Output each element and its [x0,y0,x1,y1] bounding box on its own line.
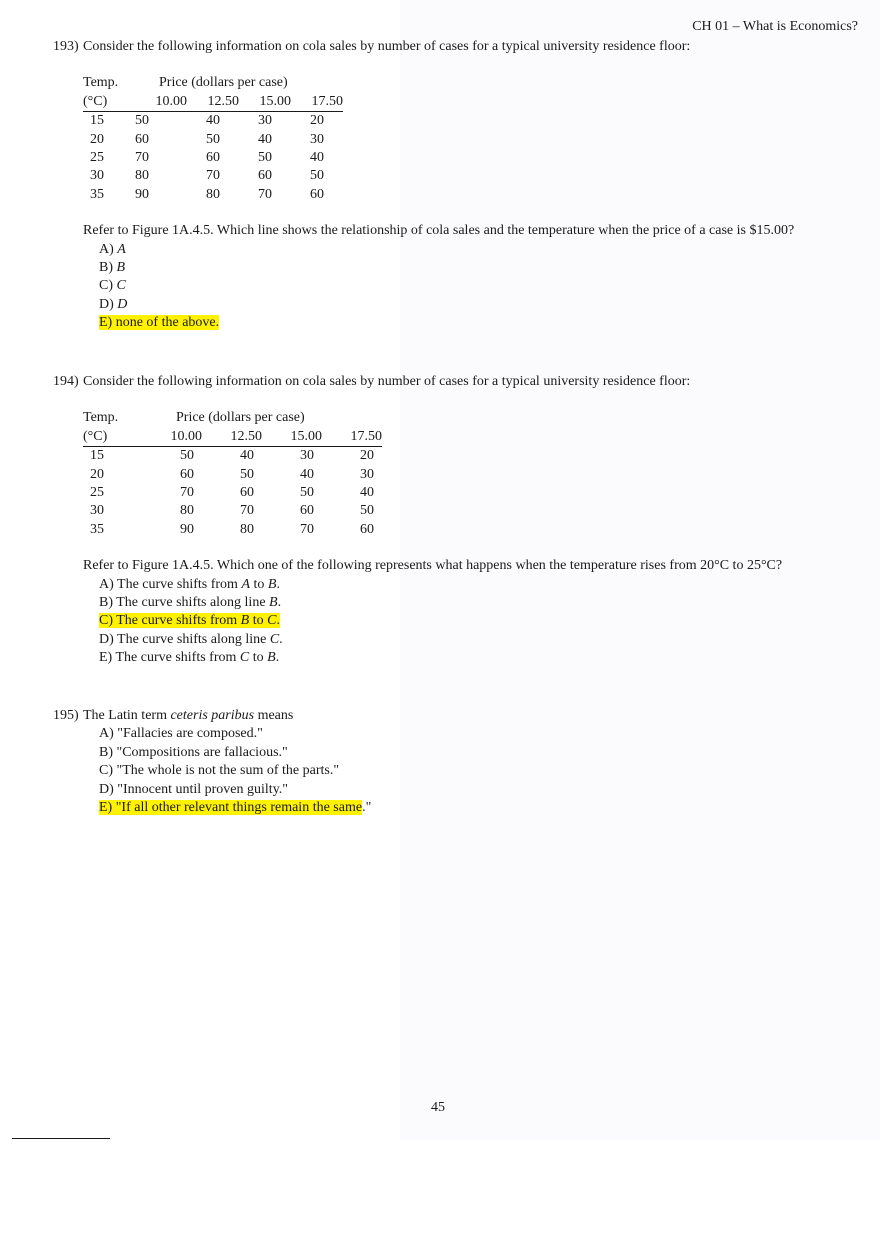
option-text: The curve shifts along line [117,631,270,647]
table-cell: 20 [90,131,104,147]
table-cell: 60 [310,186,324,202]
table-cell: 50 [360,503,374,519]
stem-text: The Latin term [83,708,171,723]
table-row [83,466,382,484]
table-row [83,167,343,185]
option-b [99,744,833,762]
question-number: 194) [53,374,79,389]
option-text: B [116,260,126,276]
table-cell: 90 [180,521,194,537]
table-subheader-row [83,428,382,447]
table-cell: 60 [240,485,254,501]
table-cell: 70 [206,168,220,184]
table-cell: 60 [135,131,149,147]
table-row [83,484,382,502]
option-label: A) [99,726,114,742]
table-cell: 60 [180,466,194,482]
option-label: E) [99,800,113,816]
line-variable: B [267,650,276,666]
option-label: B) [99,260,113,276]
table-cell: 50 [258,150,272,166]
table-cell: 35 [90,186,104,202]
option-c [99,762,833,780]
answer-options [99,576,833,668]
table-cell: 30 [90,168,104,184]
table-cell: 70 [180,485,194,501]
question-number: 193) [53,39,79,54]
table-cell: 90 [135,186,149,202]
table-cell: 70 [240,503,254,519]
table-cell: 50 [135,113,149,129]
option-text: "Innocent until proven guilty." [117,781,288,797]
table-cell: 30 [360,466,374,482]
table-cell: 35 [90,521,104,537]
table-subheader-row [83,93,343,112]
table-cell: 60 [300,503,314,519]
chapter-header: CH 01 – What is Economics? [692,19,858,34]
line-variable: C [267,613,277,629]
option-label: E) [99,315,113,331]
table-row [83,112,343,131]
table-cell: 70 [258,186,272,202]
footnote-divider [12,1138,110,1139]
option-label: A) [99,241,114,257]
table-cell: 40 [240,448,254,464]
line-variable: B [240,613,250,629]
answer-options [99,241,833,333]
unit-header: (°C) [83,93,135,112]
price-col: 17.50 [322,428,382,447]
table-cell: 40 [360,485,374,501]
option-text: The curve shifts from [116,613,241,629]
table-cell: 40 [258,131,272,147]
question-stem: Refer to Figure 1A.4.5. Which one of the following represents what happens when the temperature rises from 20°C to 25°C? [83,558,783,574]
option-b [99,594,833,612]
question-stem [83,707,833,725]
option-e [99,649,833,667]
table-cell: 15 [90,448,104,464]
option-text: "The whole is not the sum of the parts." [116,763,340,779]
option-label: D) [99,631,114,647]
table-cell: 70 [135,150,149,166]
price-col: 15.00 [239,93,291,112]
table-cell: 80 [180,503,194,519]
table-cell: 20 [360,448,374,464]
cola-sales-table [83,74,343,204]
question-intro: Consider the following information on cola sales by number of cases for a typical university residence floor: [83,39,691,54]
table-header-row [83,74,343,92]
table-cell: 15 [90,113,104,129]
table-cell: 80 [206,186,220,202]
table-cell: 30 [300,448,314,464]
table-cell: 25 [90,485,104,501]
option-text: C [116,278,126,294]
option-text: . [275,650,280,666]
table-cell: 60 [258,168,272,184]
table-cell: 30 [310,131,324,147]
price-col: 10.00 [142,428,202,447]
table-cell: 50 [310,168,324,184]
option-label: C) [99,613,113,629]
option-d [99,631,833,649]
question-number: 195) [53,708,79,723]
question-193 [53,38,833,333]
line-variable: A [241,576,251,592]
temp-header: Temp. [83,410,119,426]
option-text: to [249,613,268,629]
option-text: ." [362,800,372,816]
option-d [99,781,833,799]
line-variable: C [269,631,280,647]
option-label: D) [99,296,114,312]
option-c [99,277,833,295]
temp-header: Temp. [83,75,119,91]
option-label: C) [99,278,113,294]
price-header: Price (dollars per case) [176,410,305,426]
option-text: A [117,241,126,257]
table-cell: 20 [310,113,324,129]
option-a [99,725,833,743]
option-label: C) [99,763,113,779]
table-cell: 50 [180,448,194,464]
option-b [99,259,833,277]
table-cell: 20 [90,466,104,482]
option-label: D) [99,781,114,797]
option-text: to [250,576,268,592]
answer-highlight [99,800,362,815]
price-col: 17.50 [291,93,343,112]
unit-header: (°C) [83,428,142,447]
table-row [83,521,382,539]
table-cell: 50 [240,466,254,482]
option-label: B) [99,744,113,760]
option-text: "Compositions are fallacious." [116,744,288,760]
table-row [83,186,343,204]
option-text: . [276,613,280,629]
line-variable: B [267,576,277,592]
option-text: . [276,576,280,592]
table-header-row [83,409,382,427]
option-c-correct [99,612,833,630]
table-row [83,149,343,167]
table-cell: 40 [300,466,314,482]
table-cell: 40 [206,113,220,129]
option-label: B) [99,595,113,611]
answer-highlight [99,315,219,330]
option-text: "If all other relevant things remain the same [115,800,363,816]
option-text: "Fallacies are composed." [117,726,263,742]
table-cell: 30 [258,113,272,129]
table-cell: 60 [206,150,220,166]
stem-text: means [254,708,294,723]
table-cell: 70 [300,521,314,537]
option-text: none of the above. [115,315,220,331]
table-row [83,447,382,466]
option-text: to [249,650,268,666]
option-label: A) [99,576,114,592]
table-cell: 50 [300,485,314,501]
option-e-correct [99,799,833,817]
option-text: The curve shifts along line [116,595,270,611]
table-cell: 50 [206,131,220,147]
answer-highlight [99,613,280,628]
option-text: The curve shifts from [115,650,240,666]
option-a [99,241,833,259]
table-row [83,131,343,149]
line-variable: B [269,595,278,611]
table-cell: 60 [360,521,374,537]
option-d [99,296,833,314]
question-194 [53,373,833,668]
option-text: D [117,296,128,312]
table-cell: 80 [240,521,254,537]
option-text: The curve shifts from [117,576,242,592]
page-number: 45 [431,1100,445,1115]
question-195 [53,707,833,817]
line-variable: C [239,650,250,666]
option-e-correct [99,314,833,332]
answer-options [99,725,833,817]
question-stem: Refer to Figure 1A.4.5. Which line shows the relationship of cola sales and the temperature when the price of a case is $15.00? [83,223,795,239]
question-intro: Consider the following information on cola sales by number of cases for a typical university residence floor: [83,374,691,389]
cola-sales-table [83,409,382,539]
table-cell: 40 [310,150,324,166]
latin-term: ceteris paribus [170,708,255,723]
option-text: . [279,631,283,647]
option-a [99,576,833,594]
price-col: 12.50 [202,428,262,447]
price-col: 10.00 [135,93,187,112]
price-header: Price (dollars per case) [159,75,288,91]
table-row [83,502,382,520]
option-label: E) [99,650,113,666]
table-cell: 30 [90,503,104,519]
option-text: . [277,595,282,611]
price-col: 12.50 [187,93,239,112]
table-cell: 80 [135,168,149,184]
table-cell: 25 [90,150,104,166]
price-col: 15.00 [262,428,322,447]
